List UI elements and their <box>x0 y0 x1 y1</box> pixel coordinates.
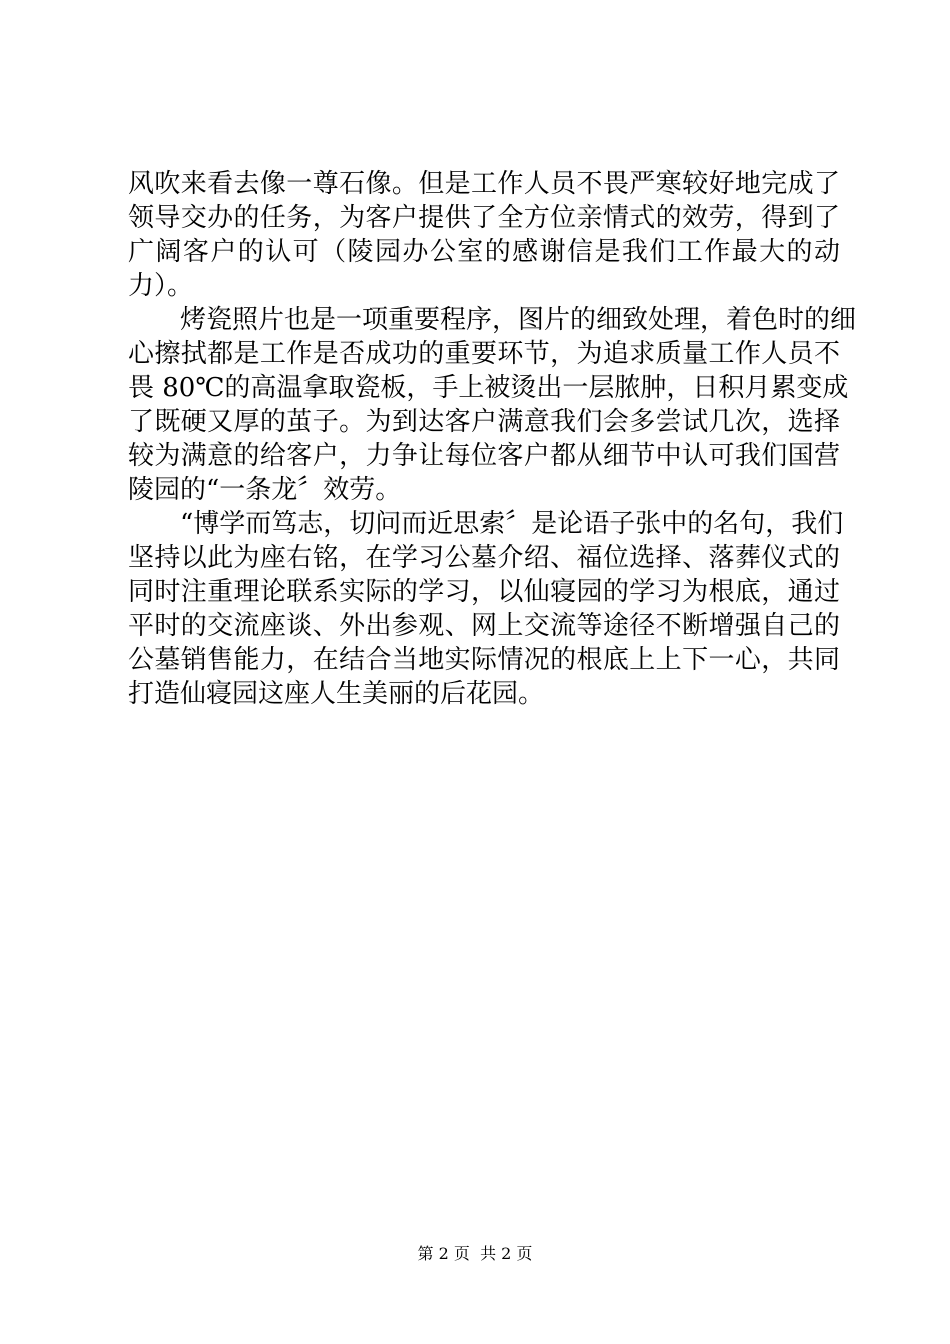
paragraph-3-line-2: 坚持以此为座右铭，在学习公墓介绍、福位选择、落葬仪式的 <box>128 543 840 573</box>
paragraph-2-line-4: 了既硬又厚的茧子。为到达客户满意我们会多尝试几次，选择 <box>128 407 840 437</box>
paragraph-3-line-6: 打造仙寝园这座人生美丽的后花园。 <box>128 679 545 709</box>
page-footer <box>0 1243 950 1265</box>
paragraph-2-line-6: 陵园的“一条龙〞效劳。 <box>128 475 402 505</box>
paragraph-3-line-1: “博学而笃志，切问而近思索〞是论语子张中的名句，我们 <box>180 509 844 539</box>
paragraph-3-line-4: 平时的交流座谈、外出参观、网上交流等途径不断增强自己的 <box>128 611 840 641</box>
paragraph-3-line-3: 同时注重理论联系实际的学习，以仙寝园的学习为根底，通过 <box>128 577 840 607</box>
paragraph-2-line-2: 心擦拭都是工作是否成功的重要环节，为追求质量工作人员不 <box>128 339 840 369</box>
paragraph-3-line-5: 公墓销售能力，在结合当地实际情况的根底上上下一心，共同 <box>128 645 840 675</box>
paragraph-1-line-2: 领导交办的任务，为客户提供了全方位亲情式的效劳，得到了 <box>128 203 840 233</box>
page-number-label: 第 2 页 共 2 页 <box>417 1244 533 1263</box>
paragraph-1-line-1: 风吹来看去像一尊石像。但是工作人员不畏严寒较好地完成了 <box>128 169 840 199</box>
paragraph-2-line-1: 烤瓷照片也是一项重要程序，图片的细致处理，着色时的细 <box>180 305 857 335</box>
paragraph-1-line-4: 力）。 <box>128 271 194 301</box>
paragraph-1-line-3: 广阔客户的认可（陵园办公室的感谢信是我们工作最大的动 <box>128 237 840 267</box>
paragraph-2-line-3: 畏 80℃的高温拿取瓷板，手上被烫出一层脓肿，日积月累变成 <box>128 373 849 403</box>
paragraph-2-line-5: 较为满意的给客户，力争让每位客户都从细节中认可我们国营 <box>128 441 840 471</box>
